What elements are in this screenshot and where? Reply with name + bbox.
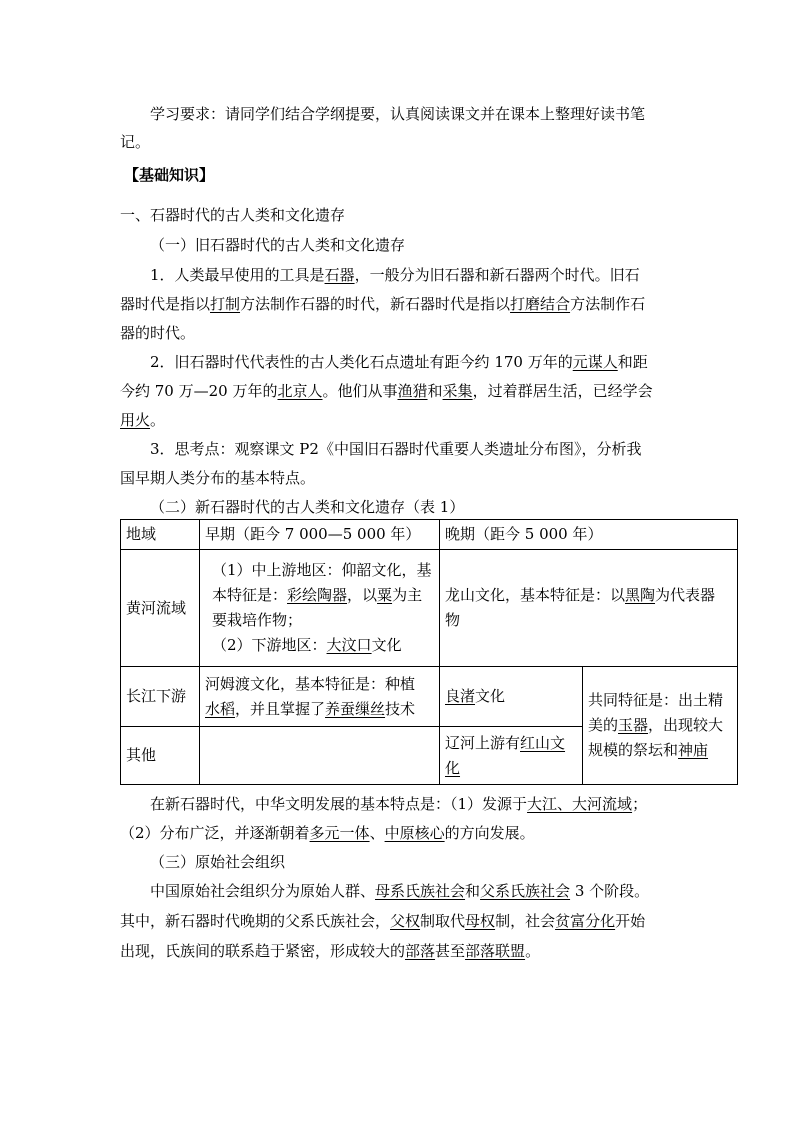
yangtze-early (200, 667, 440, 727)
answer-blank: 打制 (210, 295, 241, 313)
item1-line1 (150, 264, 640, 286)
region-yangtze-lower: 长江下游 (121, 667, 200, 727)
answer-blank: 石器 (324, 266, 355, 284)
text: ，一般分为旧石器和新石器两个时代。旧石 (354, 266, 640, 284)
text: 2．旧石器时代代表性的古人类化石点遗址有距今约 170 万年的 (150, 353, 573, 371)
text: 共同特征是：出土精 (588, 691, 724, 709)
text: 物 (445, 611, 461, 629)
region-yellow-river: 黄河流域 (121, 550, 200, 667)
society-line1 (150, 880, 649, 902)
text-line (588, 738, 732, 763)
answer-blank: 贫富分化 (555, 912, 616, 930)
society-line3 (120, 940, 540, 962)
study-requirement-line2: 记。 (120, 133, 151, 151)
other-early (200, 727, 440, 785)
text: ，并且掌握了 (235, 699, 326, 718)
header-late: 晚期（距今 5 000 年） (440, 520, 738, 550)
summary-line1 (150, 793, 647, 815)
text: 其中，新石器时代晚期的父系氏族社会， (120, 912, 391, 930)
answer-blank: 母系氏族社会 (375, 882, 466, 900)
text: 要栽培作物； (212, 611, 303, 629)
answer-blank: 打磨结合 (510, 295, 571, 313)
text-line (212, 583, 434, 608)
answer-blank: 养蚕缫丝 (325, 699, 386, 718)
text-line (212, 633, 434, 658)
text: 河姆渡文化，基本特征是：种植 (205, 674, 416, 693)
text: ，以 (347, 586, 378, 604)
part1-sub3: （三）原始社会组织 (150, 853, 286, 871)
text: ； (632, 795, 648, 813)
text: 和 (427, 382, 443, 400)
text: （2）下游地区： (212, 636, 327, 654)
text: 制取代 (420, 912, 466, 930)
text: 。他们从事 (322, 382, 398, 400)
text: 为主 (392, 586, 423, 604)
text: 为代表器 (655, 586, 716, 604)
text: 。 (150, 411, 166, 429)
part1-sub2: （二）新石器时代的古人类和文化遗存（表 1） (150, 498, 465, 516)
text: 3 个阶段。 (570, 882, 650, 900)
item2-line2 (120, 380, 653, 402)
text: 和距 (617, 353, 648, 371)
text: 方法制作石器的时代，新石器时代是指以 (240, 295, 511, 313)
text: 中国原始社会组织分为原始人群、 (150, 882, 376, 900)
answer-blank: 玉器 (618, 716, 649, 734)
answer-blank: 父系氏族社会 (480, 882, 571, 900)
text: 辽河上游有 (445, 733, 521, 752)
yangtze-late (440, 667, 583, 727)
text-line (445, 756, 577, 781)
text-line (445, 731, 577, 756)
answer-blank: 大江、大河流域 (527, 795, 633, 813)
society-line2 (120, 910, 645, 932)
common-features (583, 667, 738, 785)
item3-line2: 国早期人类分布的基本特点。 (120, 469, 316, 487)
header-early: 早期（距今 7 000—5 000 年） (200, 520, 440, 550)
text: 制，社会 (495, 912, 556, 930)
text: 方法制作石 (570, 295, 646, 313)
answer-blank: 中原核心 (384, 824, 445, 842)
table-row (121, 667, 738, 727)
region-other: 其他 (121, 727, 200, 785)
answer-blank: 彩绘陶器 (287, 586, 348, 604)
answer-blank: 采集 (442, 382, 473, 400)
answer-blank: 粟 (377, 586, 393, 604)
answer-blank: 父权 (390, 912, 421, 930)
item3-line1: 3．思考点：观察课文 P2《中国旧石器时代重要人类遗址分布图》，分析我 (150, 440, 642, 458)
text: 技术 (385, 699, 416, 718)
text: （2）分布广泛，并逐渐朝着 (120, 824, 310, 842)
text: 文化 (475, 687, 506, 705)
answer-blank: 渔猎 (397, 382, 428, 400)
table-row (121, 550, 738, 667)
other-late (440, 727, 583, 785)
text: 开始 (615, 912, 646, 930)
text: 本特征是： (212, 586, 288, 604)
answer-blank: 大汶口 (326, 636, 372, 654)
text: 龙山文化，基本特征是：以 (445, 586, 626, 604)
yellow-river-early (200, 550, 440, 667)
answer-blank: 元谋人 (572, 353, 618, 371)
yellow-river-late (440, 550, 738, 667)
text: 出现，氏族间的联系趋于紧密，形成较大的 (120, 942, 406, 960)
answer-blank: 红山文 (520, 733, 566, 752)
text: （1）中上游地区：仰韶文化，基 (212, 561, 432, 579)
text-line (445, 583, 732, 608)
text: 今约 70 万—20 万年的 (120, 382, 278, 400)
item2-line1 (150, 351, 648, 373)
table-header-row (121, 520, 738, 550)
item1-line2 (120, 293, 645, 315)
answer-blank: 多元一体 (309, 824, 370, 842)
text-line (588, 713, 732, 738)
answer-blank: 部落联盟 (465, 942, 526, 960)
text: 器时代是指以 (120, 295, 211, 313)
answer-blank: 良渚 (445, 687, 476, 705)
part1-heading: 一、石器时代的古人类和文化遗存 (120, 206, 346, 224)
study-requirement-line1: 学习要求：请同学们结合学纲提要，认真阅读课文并在课本上整理好读书笔 (150, 105, 646, 123)
item1-line3: 器的时代。 (120, 324, 196, 342)
summary-line2 (120, 822, 535, 844)
answer-blank: 黑陶 (625, 586, 656, 604)
text: 在新石器时代，中华文明发展的基本特点是：（1）发源于 (150, 795, 528, 813)
answer-blank: 水稻 (205, 699, 236, 718)
text: 的方向发展。 (444, 824, 535, 842)
text: 文化 (371, 636, 402, 654)
section-title: 【基础知识】 (124, 166, 215, 184)
text: 和 (465, 882, 481, 900)
text: 规模的祭坛和 (588, 741, 679, 759)
text-line (205, 697, 434, 722)
text: ，过着群居生活，已经学会 (472, 382, 653, 400)
neolithic-culture-table (120, 519, 738, 785)
text: 、 (369, 824, 385, 842)
answer-blank: 母权 (465, 912, 496, 930)
text: 。 (525, 942, 541, 960)
answer-blank: 北京人 (277, 382, 323, 400)
header-region: 地域 (121, 520, 200, 550)
text: 美的 (588, 716, 619, 734)
answer-blank: 化 (445, 758, 461, 777)
text: 甚至 (435, 942, 466, 960)
answer-blank: 部落 (405, 942, 436, 960)
answer-blank: 用火 (120, 411, 151, 429)
text: 1．人类最早使用的工具是 (150, 266, 325, 284)
item2-line3 (120, 409, 165, 431)
text: ，出现较大 (648, 716, 724, 734)
answer-blank: 神庙 (678, 741, 709, 759)
part1-sub1: （一）旧石器时代的古人类和文化遗存 (150, 236, 406, 254)
